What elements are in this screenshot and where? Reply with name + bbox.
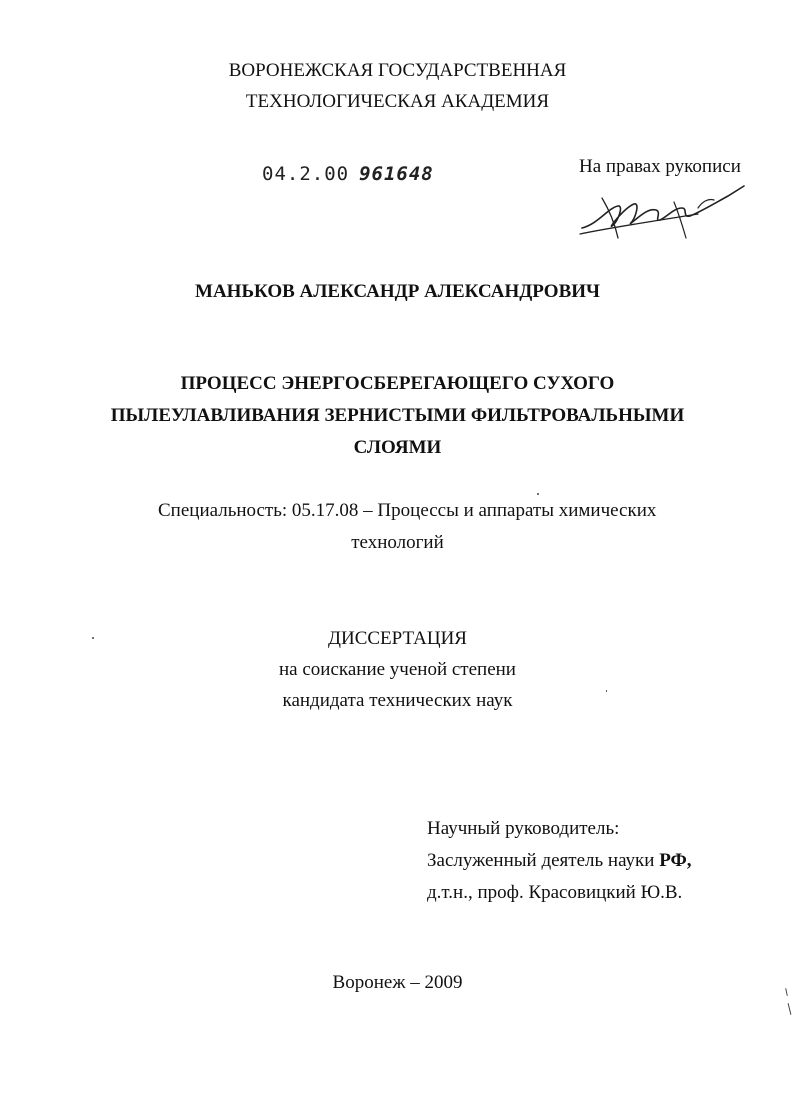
dissertation-heading: ДИССЕРТАЦИЯ xyxy=(328,628,467,649)
handwritten-signature xyxy=(578,178,748,242)
supervisor-title-country: РФ, xyxy=(659,850,692,871)
title-line-1: ПРОЦЕСС ЭНЕРГОСБЕРЕГАЮЩЕГО СУХОГО xyxy=(180,373,615,394)
specialty-line-1: Специальность: 05.17.08 – Процессы и аппараты химических xyxy=(158,500,657,521)
degree-line-2: кандидата технических наук xyxy=(282,690,513,711)
title-line-3: СЛОЯМИ xyxy=(353,437,442,458)
supervisor-name: д.т.н., проф. Красовицкий Ю.В. xyxy=(427,882,683,903)
stamp-code: 04.2.00 xyxy=(262,163,350,185)
stamp-number: 961648 xyxy=(359,163,434,185)
scan-speck xyxy=(537,493,539,495)
archive-stamp xyxy=(262,163,434,185)
supervisor-title-text: Заслуженный деятель науки xyxy=(427,850,660,871)
specialty-line-2: технологий xyxy=(351,532,444,553)
institution-line-2: ТЕХНОЛОГИЧЕСКАЯ АКАДЕМИЯ xyxy=(245,91,550,112)
supervisor-label: Научный руководитель: xyxy=(427,818,620,839)
degree-line-1: на соискание ученой степени xyxy=(279,659,516,680)
title-line-2: ПЫЛЕУЛАВЛИВАНИЯ ЗЕРНИСТЫМИ ФИЛЬТРОВАЛЬНЫМИ xyxy=(110,405,685,426)
scan-speck xyxy=(92,637,94,639)
author-name: МАНЬКОВ АЛЕКСАНДР АЛЕКСАНДРОВИЧ xyxy=(195,281,600,302)
supervisor-title xyxy=(427,850,692,872)
institution-line-1: ВОРОНЕЖСКАЯ ГОСУДАРСТВЕННАЯ xyxy=(228,60,567,81)
scan-speck xyxy=(606,690,607,692)
rights-note: На правах рукописи xyxy=(579,156,741,177)
scan-mark xyxy=(788,1003,792,1015)
city-year: Воронеж – 2009 xyxy=(332,972,463,993)
